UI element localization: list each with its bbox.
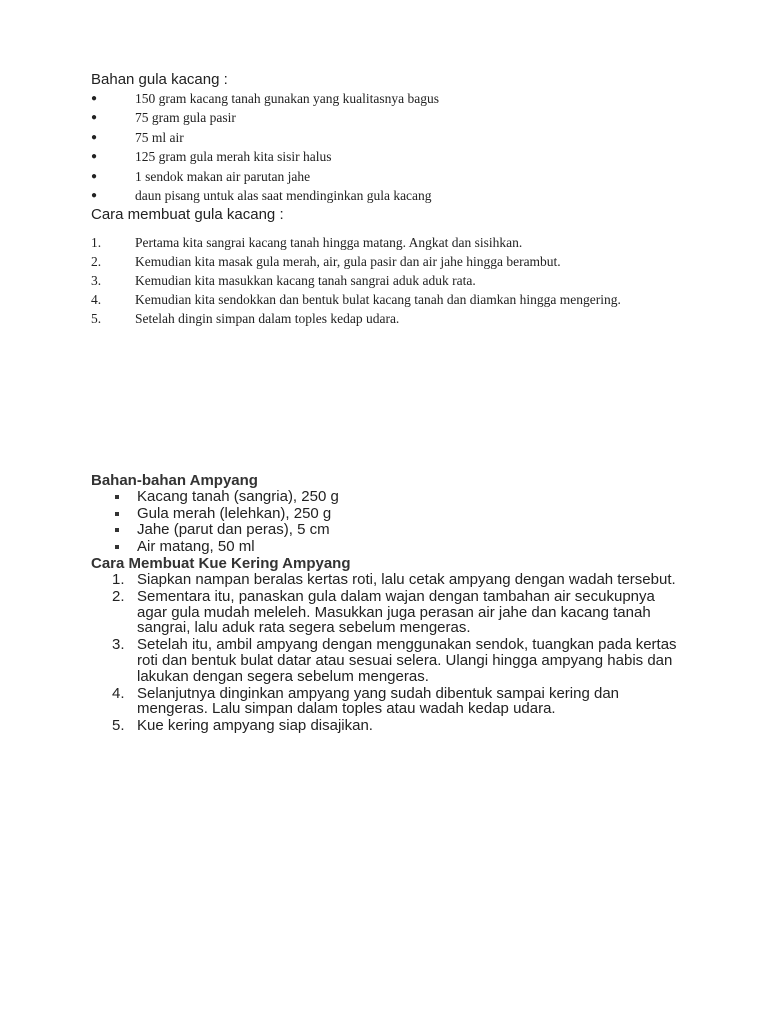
bullet-dot-icon: ●	[91, 189, 98, 201]
list-item	[112, 589, 682, 636]
bullet-square-icon	[115, 512, 119, 516]
step-number: 1.	[112, 571, 125, 588]
ingredient-text: 75 gram gula pasir	[135, 110, 236, 126]
bullet-dot-icon: ●	[91, 93, 98, 104]
gula-kacang-step-list	[91, 235, 651, 330]
list-item	[91, 168, 439, 187]
list-item	[112, 489, 339, 506]
list-item	[91, 129, 439, 148]
list-item	[112, 539, 339, 556]
step-text: Kemudian kita masak gula merah, air, gula pasir dan air jahe hingga berambut.	[135, 254, 561, 269]
gula-kacang-ingredient-list	[91, 90, 439, 206]
bullet-square-icon	[115, 495, 119, 499]
step-number: 4.	[91, 292, 102, 307]
step-number: 2.	[112, 587, 125, 605]
step-number: 5.	[91, 311, 102, 326]
list-item	[112, 506, 339, 523]
ampyang-method-heading: Cara Membuat Kue Kering Ampyang	[91, 555, 351, 572]
list-item	[91, 311, 651, 327]
ingredient-text: 1 sendok makan air parutan jahe	[135, 168, 311, 184]
step-number: 3.	[112, 636, 125, 654]
list-item	[91, 109, 439, 128]
gula-kacang-method-heading: Cara membuat gula kacang :	[91, 206, 284, 223]
list-item	[112, 637, 682, 684]
list-item	[112, 686, 682, 718]
step-text: Setelah dingin simpan dalam toples kedap udara.	[135, 311, 400, 326]
step-number: 2.	[91, 254, 102, 269]
list-item	[91, 148, 439, 167]
bullet-dot-icon: ●	[91, 112, 98, 124]
ingredient-text: 125 gram gula merah kita sisir halus	[135, 149, 332, 165]
step-text: Setelah itu, ambil ampyang dengan menggunakan sendok, tuangkan pada kertas roti dan bentuk bulat datar atau sesuai selera. Ulangi hingga ampyang habis dan lakukan dengan segera sebelum mengeras.	[137, 636, 677, 685]
step-number: 5.	[112, 717, 125, 735]
ampyang-ingredient-list	[112, 489, 339, 555]
ingredient-text: Gula merah (lelehkan), 250 g	[137, 504, 332, 522]
step-number: 1.	[91, 235, 102, 250]
gula-kacang-ingredients-heading: Bahan gula kacang :	[91, 71, 228, 88]
step-number: 4.	[112, 684, 125, 702]
list-item	[91, 254, 651, 270]
step-text: Kemudian kita sendokkan dan bentuk bulat kacang tanah dan diamkan hingga mengering.	[135, 292, 621, 307]
step-text: Siapkan nampan beralas kertas roti, lalu cetak ampyang dengan wadah tersebut.	[137, 571, 676, 588]
ingredient-text: 150 gram kacang tanah gunakan yang kualitasnya bagus	[135, 91, 440, 106]
ingredient-text: Air matang, 50 ml	[137, 537, 255, 555]
step-text: Pertama kita sangrai kacang tanah hingga matang. Angkat dan sisihkan.	[135, 235, 523, 250]
step-text: Sementara itu, panaskan gula dalam wajan dengan tambahan air secukupnya agar gula mudah meleleh. Masukkan juga perasan air jahe dan kacang tanah sangrai, lalu aduk rata segera sebelum mengeras.	[137, 587, 655, 637]
bullet-square-icon	[115, 528, 119, 532]
step-text: Selanjutnya dinginkan ampyang yang sudah dibentuk sampai kering dan mengeras. Lalu simpan dalam toples atau wadah kedap udara.	[137, 684, 619, 718]
list-item	[91, 273, 651, 289]
ingredient-text: 75 ml air	[135, 129, 184, 145]
list-item	[91, 292, 651, 308]
list-item	[112, 572, 682, 588]
list-item	[91, 187, 439, 206]
bullet-square-icon	[115, 545, 119, 549]
list-item	[112, 522, 339, 539]
list-item	[91, 235, 651, 251]
step-number: 3.	[91, 273, 102, 288]
step-text: Kemudian kita masukkan kacang tanah sangrai aduk aduk rata.	[135, 273, 476, 288]
ingredient-text: Jahe (parut dan peras), 5 cm	[137, 521, 330, 539]
bullet-dot-icon: ●	[91, 151, 98, 163]
step-text: Kue kering ampyang siap disajikan.	[137, 717, 373, 735]
ampyang-ingredients-heading: Bahan-bahan Ampyang	[91, 472, 258, 489]
ingredient-text: Kacang tanah (sangria), 250 g	[137, 488, 339, 505]
list-item	[91, 90, 439, 109]
list-item	[112, 718, 682, 734]
bullet-dot-icon: ●	[91, 170, 98, 182]
bullet-dot-icon: ●	[91, 131, 98, 143]
ampyang-step-list	[112, 572, 682, 735]
ingredient-text: daun pisang untuk alas saat mendinginkan gula kacang	[135, 187, 432, 203]
